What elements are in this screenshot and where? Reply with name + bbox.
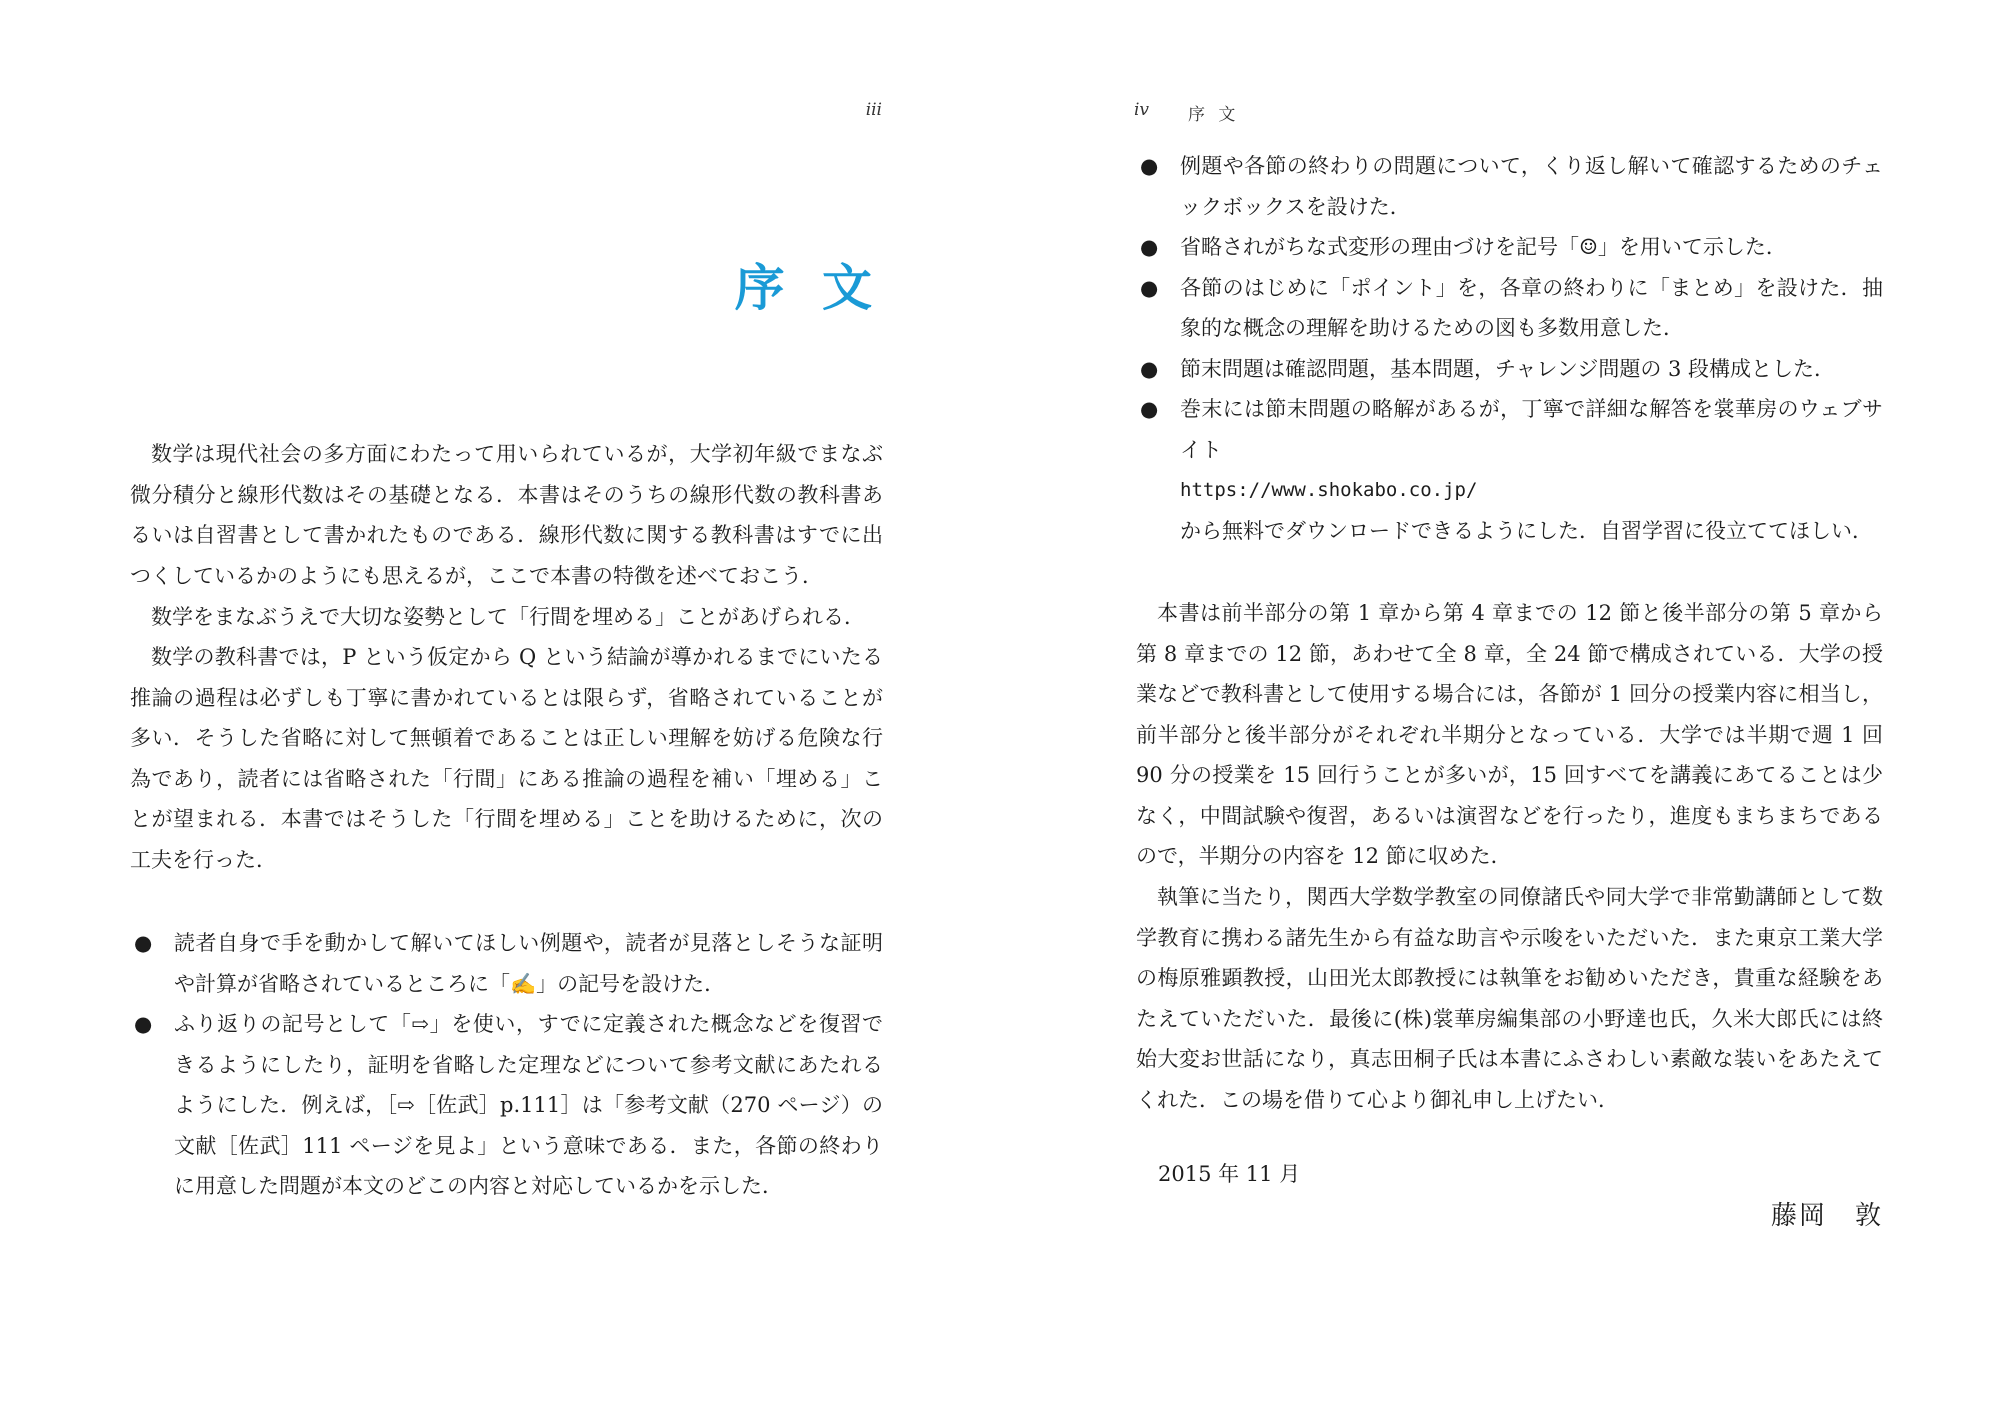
feature-list [130,923,883,1207]
list-item [130,1004,883,1207]
list-item [1136,268,1883,349]
bullet-icon: ● [1140,397,1159,421]
body-paragraph: 執筆に当たり，関西大学数学教室の同僚諸氏や同大学で非常勤講師として数学教育に携わる諸先生から有益な助言や示唆をいただいた．また東京工業大学の梅原雅顕教授，山田光太郎教授には執筆をお勧めいただき，貴重な経験をあたえていただいた．最後に(株)裳華房編集部の小野達也氏，久米大郎氏には終始大変お世話になり，真志田桐子氏は本書にふさわしい素敵な装いをあたえてくれた．この場を借りて心より御礼申し上げたい． [1136,885,1883,1112]
body-paragraph: 本書は前半部分の第 1 章から第 4 章までの 12 節と後半部分の第 5 章から第 8 章までの 12 節，あわせて全 8 章，全 24 節で構成されている．大学の授業などで教科書として使用する場合には，各節が 1 回分の授業内容に相当し，前半部分と後半部分がそれぞれ半期分となっている．大学では半期で週 1 回 90 分の授業を 15 回行うことが多いが，15 回すべてを講義にあてることは少なく，中間試験や復習，あるいは演習などを行ったり，進度もまちまちであるので，半期分の内容を 12 節に収めた． [1136,601,1883,868]
chapter-title: 序 文 [734,259,882,317]
intro-paragraph: 数学の教科書では，P という仮定から Q という結論が導かれるまでにいたる推論の過程は必ずしも丁寧に書かれているとは限らず，省略されていることが多い．そうした省略に対して無頓着であることは正しい理解を妨げる危険な行為であり，読者には省略された「行間」にある推論の過程を補い「埋める」ことが望まれる．本書ではそうした「行間を埋める」ことを助けるために，次の工夫を行った． [130,645,883,872]
list-item-text: 各節のはじめに「ポイント」を，各章の終わりに「まとめ」を設けた．抽象的な概念の理解を助けるための図も多数用意した． [1180,275,1883,340]
bullet-icon: ● [1140,235,1159,259]
page-number: iv [1134,100,1150,120]
bullet-icon: ● [134,931,153,955]
bullet-icon: ● [1140,356,1159,381]
running-head: 序 文 [1188,105,1240,125]
bullet-icon: ● [1140,275,1159,300]
list-item [1136,389,1883,551]
list-item-text: 読者自身で手を動かして解いてほしい例題や，読者が見落としそうな証明や計算が省略されているところに「✍」の記号を設けた． [174,931,883,996]
list-item [1136,227,1883,268]
list-item-text: 例題や各節の終わりの問題について，くり返し解いて確認するためのチェックボックスを設けた． [1180,154,1883,219]
bullet-icon: ● [134,1012,153,1036]
list-item [1136,349,1883,390]
list-item-text: ふり返りの記号として「⇨」を使い，すでに定義された概念などを復習できるようにしたり，証明を省略した定理などについて参考文献にあたれるようにした．例えば，［⇨［佐武］p.111］は「参考文献（270 ページ）の文献［佐武］111 ページを見よ」という意味である．また，各節の終わりに用意した問題が本文のどこの内容と対応しているかを示した． [174,1012,883,1198]
list-item [130,923,883,1004]
list-item-text: 節末問題は確認問題，基本問題，チャレンジ問題の 3 段構成とした． [1180,356,1836,381]
intro-paragraph: 数学は現代社会の多方面にわたって用いられているが，大学初年級でまなぶ微分積分と線形代数はその基礎となる．本書はそのうちの線形代数の教科書あるいは自習書として書かれたものである．線形代数に関する教科書はすでに出つくしているかのようにも思えるが，ここで本書の特徴を述べておこう． [130,442,883,588]
intro-paragraph: 数学をまなぶうえで大切な姿勢として「行間を埋める」ことがあげられる． [151,605,865,629]
list-item-text: から無料でダウンロードできるようにした．自習学習に役立ててほしい． [1180,518,1873,543]
author-name: 藤岡 敦 [1770,1201,1883,1231]
list-item-text: 巻末には節末問題の略解があるが，丁寧で詳細な解答を裳華房のウェブサイト [1180,397,1883,462]
feature-list [1136,146,1883,551]
list-item [1136,146,1883,227]
right-page [1000,0,2000,1419]
bullet-icon: ● [1140,154,1159,178]
page-number: iii [865,100,882,120]
list-item-text: 省略されがちな式変形の理由づけを記号「☺」を用いて示した． [1180,235,1787,259]
date: 2015 年 11 月 [1158,1162,1301,1186]
website-url[interactable]: https://www.shokabo.co.jp/ [1180,479,1478,501]
